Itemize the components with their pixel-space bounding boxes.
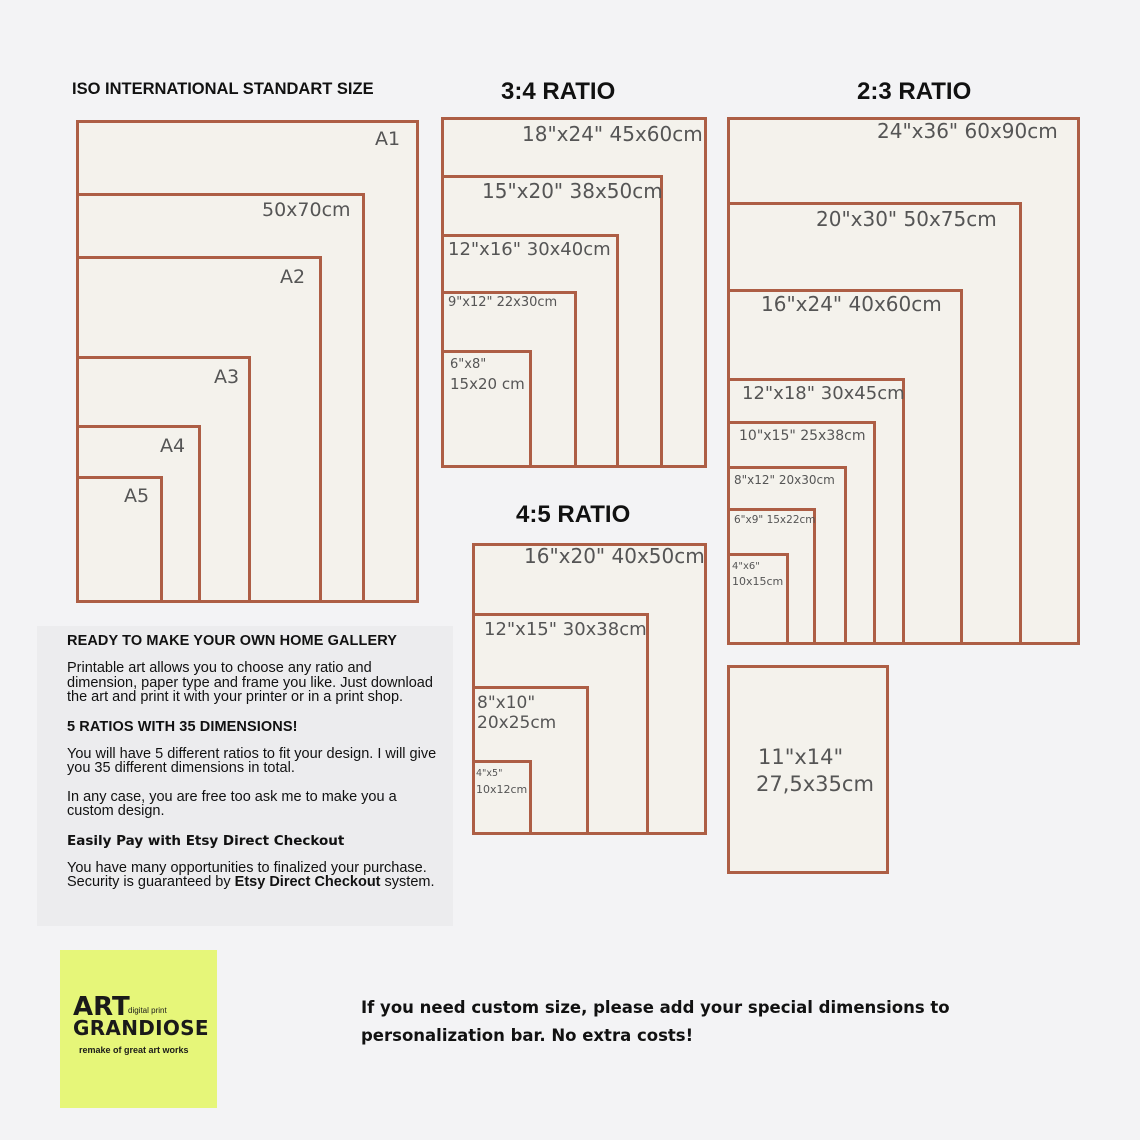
size-label-27-5x35cm: 27,5x35cm	[756, 772, 874, 796]
info-paragraph-checkout	[67, 861, 443, 890]
size-label-8x10: 8"x10"	[477, 693, 536, 713]
size-label-a1: A1	[375, 128, 401, 150]
iso-title: ISO INTERNATIONAL STANDART SIZE	[72, 80, 374, 98]
logo-grandiose-text: GRANDIOSE	[73, 1016, 209, 1040]
size-label-a3: A3	[214, 366, 240, 388]
size-frame-a5	[76, 476, 163, 603]
custom-size-note: If you need custom size, please add your special dimensions to personalization bar. No extra costs!	[361, 998, 950, 1045]
size-label-15x20: 15"x20" 38x50cm	[482, 179, 663, 203]
info-heading-checkout: Easily Pay with Etsy Direct Checkout	[67, 832, 345, 849]
size-label-6x8: 6"x8"	[450, 357, 487, 372]
size-label-12x15: 12"x15" 30x38cm	[484, 619, 647, 640]
size-label-50x70: 50x70cm	[262, 199, 351, 221]
size-label-12x16: 12"x16" 30x40cm	[448, 239, 611, 260]
checkout-text: You have many opportunities to finalized your purchase. Security is guaranteed by	[67, 859, 427, 890]
size-label-10x15cm: 10x15cm	[732, 575, 784, 588]
size-label-12x18: 12"x18" 30x45cm	[742, 383, 905, 404]
size-label-a5: A5	[124, 485, 150, 507]
size-label-20x30: 20"x30" 50x75cm	[816, 207, 997, 231]
size-label-10x12cm: 10x12cm	[476, 783, 528, 796]
size-label-4x5: 4"x5"	[476, 768, 503, 779]
size-label-24x36: 24"x36" 60x90cm	[877, 119, 1058, 143]
info-heading-ratios: 5 RATIOS WITH 35 DIMENSIONS!	[67, 718, 298, 735]
size-label-a2: A2	[280, 266, 306, 288]
size-label-15x20cm: 15x20 cm	[450, 375, 525, 393]
size-label-10x15: 10"x15" 25x38cm	[739, 428, 866, 444]
info-paragraph-ratios: You will have 5 different ratios to fit your design. I will give you 35 different dimensions in total.	[67, 745, 437, 776]
size-label-9x12: 9"x12" 22x30cm	[448, 295, 558, 310]
logo-art-text: ART	[73, 992, 130, 1022]
logo-digital-print-text: digital print	[128, 1006, 167, 1015]
info-paragraph-printable: Printable art allows you to choose any ratio and dimension, paper type and frame you like. Just download the art and print it with your printer or in a print shop.	[67, 660, 433, 705]
size-label-4x6: 4"x6"	[732, 561, 760, 572]
art-grandiose-logo	[60, 950, 217, 1108]
info-paragraph-custom: In any case, you are free too ask me to make you a custom design.	[67, 788, 397, 819]
size-label-11x14: 11"x14"	[758, 745, 844, 769]
size-label-16x20: 16"x20" 40x50cm	[524, 544, 705, 568]
logo-tagline: remake of great art works	[79, 1045, 189, 1055]
info-panel	[37, 626, 453, 926]
ratio-3-4-title: 3:4 RATIO	[501, 78, 616, 105]
size-label-8x12: 8"x12" 20x30cm	[734, 473, 835, 487]
ratio-4-5-title: 4:5 RATIO	[516, 501, 631, 528]
size-label-16x24: 16"x24" 40x60cm	[761, 292, 942, 316]
size-label-a4: A4	[160, 435, 186, 457]
ratio-2-3-title: 2:3 RATIO	[857, 78, 972, 105]
size-label-20x25cm: 20x25cm	[477, 713, 557, 733]
checkout-text-end: system.	[380, 874, 435, 890]
info-heading: READY TO MAKE YOUR OWN HOME GALLERY	[67, 633, 398, 649]
size-label-18x24: 18"x24" 45x60cm	[522, 122, 703, 146]
size-frame-11x14	[727, 665, 889, 874]
checkout-bold-text: Etsy Direct Checkout	[234, 874, 381, 890]
size-label-6x9: 6"x9" 15x22cm	[734, 514, 816, 526]
